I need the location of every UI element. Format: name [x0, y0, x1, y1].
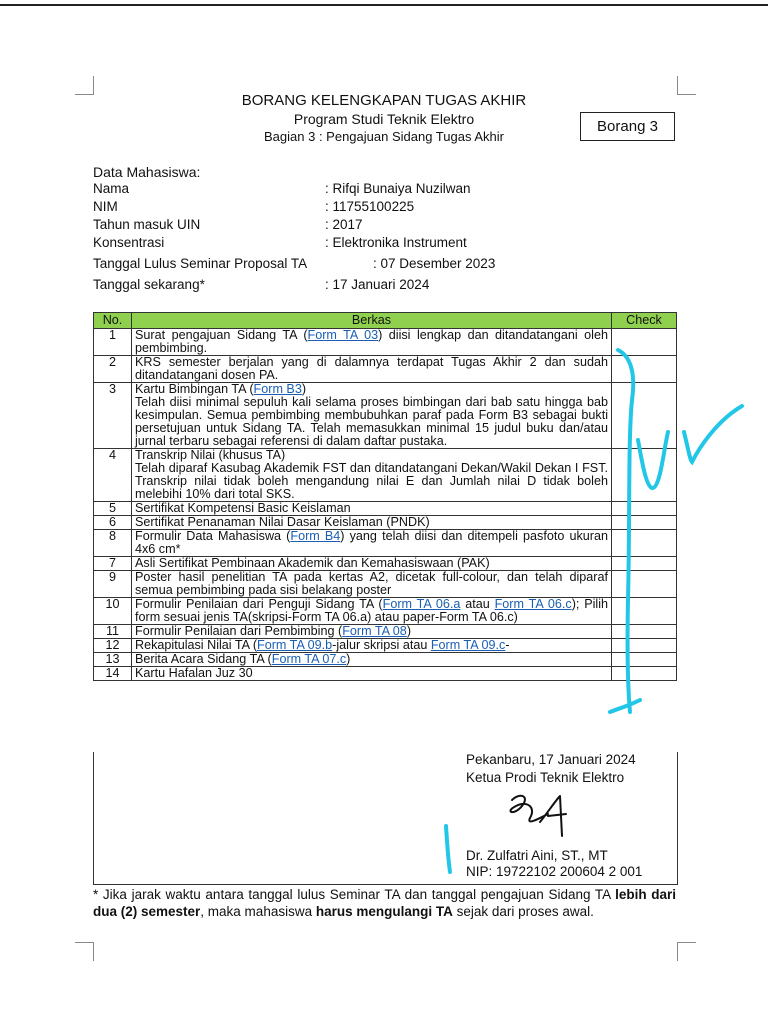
- row-text: Formulir Data Mahasiswa (: [135, 529, 291, 543]
- row-description: [132, 530, 612, 557]
- row-text: -: [505, 638, 510, 652]
- check-cell: [612, 667, 677, 681]
- row-description: [132, 356, 612, 383]
- field-tanggal-sekarang: [93, 277, 653, 295]
- row-description: [132, 598, 612, 625]
- borang-badge: Borang 3: [580, 112, 675, 141]
- crop-mark-bottom-right: [677, 942, 696, 961]
- check-cell: [612, 530, 677, 557]
- field-value: : 17 Januari 2024: [325, 277, 430, 292]
- form-link[interactable]: Form TA 03: [307, 328, 379, 342]
- check-cell: [612, 449, 677, 502]
- row-number: 13: [94, 653, 132, 667]
- signature-role: Ketua Prodi Teknik Elektro: [466, 770, 625, 785]
- row-number: 9: [94, 571, 132, 598]
- row-description: [132, 653, 612, 667]
- program-name: Program Studi Teknik Elektro: [293, 111, 475, 127]
- row-number: 14: [94, 667, 132, 681]
- row-text: Sertifikat Kompetensi Basic Keislaman: [135, 501, 351, 515]
- row-description: [132, 502, 612, 516]
- row-description: [132, 639, 612, 653]
- form-link[interactable]: Form TA 06.a: [382, 597, 461, 611]
- row-number: 5: [94, 502, 132, 516]
- table-row: [94, 571, 677, 598]
- field-tahun-masuk: [93, 217, 653, 235]
- form-link[interactable]: Form TA 08: [342, 624, 407, 638]
- row-number: 1: [94, 329, 132, 356]
- row-description: [132, 516, 612, 530]
- footnote-text: , maka mahasiswa: [200, 904, 316, 919]
- crop-mark-bottom-left: [75, 942, 94, 961]
- berkas-table: [93, 312, 677, 681]
- field-value: : 2017: [325, 217, 363, 232]
- row-number: 8: [94, 530, 132, 557]
- field-value: : 07 Desember 2023: [373, 256, 496, 271]
- table-row: [94, 653, 677, 667]
- row-description: [132, 557, 612, 571]
- row-text: Asli Sertifikat Pembinaan Akademik dan Kemahasiswaan (PAK): [135, 556, 490, 570]
- footnote-text: sejak dari proses awal.: [452, 904, 594, 919]
- field-nim: [93, 199, 653, 217]
- check-cell: [612, 383, 677, 449]
- row-description: [132, 383, 612, 449]
- row-text: ) diisi lengkap dan ditandatangani oleh pembimbing.: [135, 328, 608, 355]
- form-link[interactable]: Form TA 09.b: [257, 638, 333, 652]
- footnote-bold: lebih dari dua (2) semester: [93, 887, 676, 919]
- row-detail: Telah diparaf Kasubag Akademik FST dan ditandatangani Dekan/Wakil Dekan I FST. Transkrip nilai tidak boleh mengandung nilai E dan Jumlah nilai D tidak boleh melebihi 10% dari total SKS.: [135, 461, 608, 501]
- field-nama: [93, 181, 653, 199]
- row-text: ) yang telah diisi dan ditempeli pasfoto ukuran 4x6 cm*: [135, 529, 608, 556]
- student-data-title: Data Mahasiswa:: [93, 164, 201, 180]
- row-number: 7: [94, 557, 132, 571]
- top-border: [0, 4, 768, 6]
- row-text: Kartu Bimbingan TA (: [135, 382, 254, 396]
- row-text: Sertifikat Penanaman Nilai Dasar Keislaman (PNDK): [135, 515, 430, 529]
- row-description: [132, 571, 612, 598]
- footnote-bold: harus mengulangi TA: [315, 904, 453, 919]
- field-label: Tanggal Lulus Seminar Proposal TA: [93, 256, 308, 271]
- field-konsentrasi: [93, 235, 653, 253]
- table-header-row: [94, 313, 677, 329]
- header-check: Check: [612, 313, 677, 329]
- row-text: Berita Acara Sidang TA (: [135, 652, 272, 666]
- row-text: ): [346, 652, 351, 666]
- field-label: Tanggal sekarang*: [93, 277, 205, 292]
- row-text: ): [406, 624, 412, 638]
- row-text: Rekapitulasi Nilai TA (: [135, 638, 258, 652]
- check-cell: [612, 625, 677, 639]
- row-text: Formulir Penilaian dari Penguji Sidang TA (: [135, 597, 383, 611]
- row-text: ): [301, 382, 307, 396]
- field-value: : Rifqi Bunaiya Nuzilwan: [325, 181, 471, 196]
- field-label: Tahun masuk UIN: [93, 217, 201, 232]
- row-description: [132, 667, 612, 681]
- header-no: No.: [94, 313, 132, 329]
- row-detail: Telah diisi minimal sepuluh kali selama proses bimbingan dari bab satu hingga bab kesimpulan. Semua pembimbing membubuhkan paraf pada Form B3 sebagai bukti persetujuan untuk Sidang TA. Telah memasukkan minimal 15 judul buku dan/atau jurnal terbaru sebagai referensi di dalam daftar pustaka.: [135, 395, 608, 448]
- row-number: 11: [94, 625, 132, 639]
- check-cell: [612, 639, 677, 653]
- table-row: [94, 449, 677, 502]
- signature-name: Dr. Zulfatri Aini, ST., MT: [466, 848, 608, 863]
- form-link[interactable]: Form B4: [290, 529, 341, 543]
- document-title: BORANG KELENGKAPAN TUGAS AKHIR: [241, 92, 527, 109]
- check-cell: [612, 557, 677, 571]
- table-row: [94, 530, 677, 557]
- row-text: KRS semester berjalan yang di dalamnya terdapat Tugas Akhir 2 dan sudah ditandatangani dosen PA.: [135, 355, 608, 382]
- check-cell: [612, 356, 677, 383]
- form-link[interactable]: Form TA 06.c: [494, 597, 572, 611]
- row-description: [132, 449, 612, 502]
- row-text: atau: [460, 597, 495, 611]
- check-cell: [612, 329, 677, 356]
- table-row: [94, 502, 677, 516]
- field-label: Konsentrasi: [93, 235, 165, 250]
- row-number: 12: [94, 639, 132, 653]
- row-number: 3: [94, 383, 132, 449]
- row-text: Formulir Penilaian dari Pembimbing (: [135, 624, 343, 638]
- row-description: [132, 329, 612, 356]
- check-cell: [612, 571, 677, 598]
- form-link[interactable]: Form TA 09.c: [430, 638, 506, 652]
- table-row: [94, 516, 677, 530]
- row-number: 2: [94, 356, 132, 383]
- field-label: Nama: [93, 181, 130, 196]
- table-row: [94, 383, 677, 449]
- table-row: [94, 667, 677, 681]
- row-text: Transkrip Nilai (khusus TA): [135, 448, 286, 462]
- check-cell: [612, 516, 677, 530]
- row-number: 4: [94, 449, 132, 502]
- signature-nip: NIP: 19722102 200604 2 001: [466, 864, 643, 879]
- check-cell: [612, 653, 677, 667]
- row-text: Kartu Hafalan Juz 30: [135, 666, 253, 680]
- field-tanggal-lulus: [93, 256, 653, 274]
- row-description: [132, 625, 612, 639]
- table-row: [94, 329, 677, 356]
- field-value: : 11755100225: [325, 199, 415, 214]
- row-text: Poster hasil penelitian TA pada kertas A2, dicetak full-colour, dan telah diparaf semua pembimbing pada sisi belakang poster: [135, 570, 608, 597]
- row-text: Surat pengajuan Sidang TA (: [135, 328, 308, 342]
- check-cell: [612, 502, 677, 516]
- check-cell: [612, 598, 677, 625]
- table-row: [94, 639, 677, 653]
- form-link[interactable]: Form B3: [253, 382, 302, 396]
- row-text: -jalur skripsi atau: [332, 638, 431, 652]
- row-number: 10: [94, 598, 132, 625]
- signature-place-date: Pekanbaru, 17 Januari 2024: [466, 752, 636, 767]
- form-link[interactable]: Form TA 07.c: [271, 652, 347, 666]
- header-berkas: Berkas: [132, 313, 612, 329]
- table-row: [94, 625, 677, 639]
- table-row: [94, 557, 677, 571]
- table-row: [94, 598, 677, 625]
- section-name: Bagian 3 : Pengajuan Sidang Tugas Akhir: [264, 129, 504, 144]
- footnote: [93, 886, 676, 920]
- field-value: : Elektronika Instrument: [325, 235, 467, 250]
- field-label: NIM: [93, 199, 118, 214]
- row-number: 6: [94, 516, 132, 530]
- table-row: [94, 356, 677, 383]
- footnote-text: * Jika jarak waktu antara tanggal lulus Seminar TA dan tanggal pengajuan Sidang TA: [93, 887, 616, 902]
- row-text: ); Pilih form sesuai jenis TA(skripsi-Form TA 06.a) atau paper-Form TA 06.c): [135, 597, 609, 624]
